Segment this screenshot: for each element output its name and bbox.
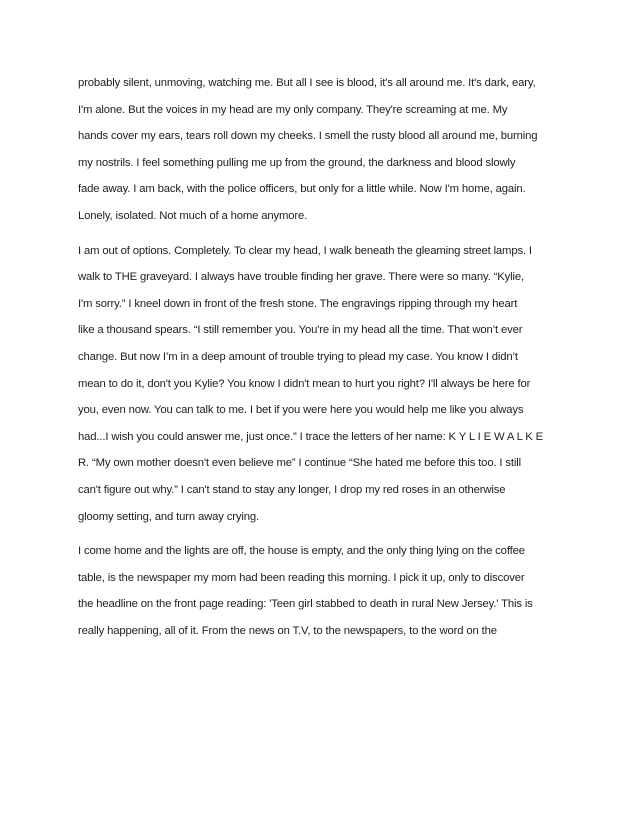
text-line: mean to do it, don't you Kylie? You know I didn't mean to hurt you right? I'll always be here for <box>78 377 531 390</box>
text-line: R. “My own mother doesn't even believe me” I continue “She hated me before this too. I still <box>78 457 521 470</box>
text-line: can't figure out why.” I can't stand to stay any longer, I drop my red roses in an otherwise <box>78 483 506 496</box>
text-line: the headline on the front page reading: 'Teen girl stabbed to death in rural New Jersey.' This is <box>78 598 533 611</box>
text-line: I am out of options. Completely. To clear my head, I walk beneath the gleaming street lamps. I <box>78 244 532 257</box>
text-line: my nostrils. I feel something pulling me up from the ground, the darkness and blood slowly <box>78 156 516 169</box>
text-line: walk to THE graveyard. I always have trouble finding her grave. There were so many. “Kylie, <box>78 271 524 284</box>
text-line: had...I wish you could answer me, just once.” I trace the letters of her name: K Y L I E W A L K E <box>78 430 544 443</box>
text-line: I'm sorry.” I kneel down in front of the fresh stone. The engravings ripping through my heart <box>78 297 518 310</box>
text-line: change. But now I’m in a deep amount of trouble trying to plead my case. You know I didn’t <box>78 350 518 363</box>
text-line: you, even now. You can talk to me. I bet if you were here you would help me like you always <box>78 404 524 417</box>
text-line: table, is the newspaper my mom had been reading this morning. I pick it up, only to discover <box>78 571 525 584</box>
text-line: gloomy setting, and turn away crying. <box>78 510 259 523</box>
paragraph-1 <box>78 70 568 230</box>
paragraph-3 <box>78 538 568 644</box>
text-line: like a thousand spears. “I still remember you. You're in my head all the time. That won’t ever <box>78 324 523 337</box>
text-line: I'm alone. But the voices in my head are my only company. They're screaming at me. My <box>78 103 508 116</box>
text-line: Lonely, isolated. Not much of a home anymore. <box>78 209 308 222</box>
body-text <box>78 70 568 652</box>
text-line: fade away. I am back, with the police officers, but only for a little while. Now I'm home, again. <box>78 183 526 196</box>
paragraph-2 <box>78 238 568 531</box>
text-line: probably silent, unmoving, watching me. But all I see is blood, it's all around me. It's dark, eary, <box>78 77 536 89</box>
text-line: I come home and the lights are off, the house is empty, and the only thing lying on the coffee <box>78 545 525 558</box>
text-line: really happening, all of it. From the news on T.V, to the newspapers, to the word on the <box>78 624 497 637</box>
text-line: hands cover my ears, tears roll down my cheeks. I smell the rusty blood all around me, burning <box>78 130 538 143</box>
